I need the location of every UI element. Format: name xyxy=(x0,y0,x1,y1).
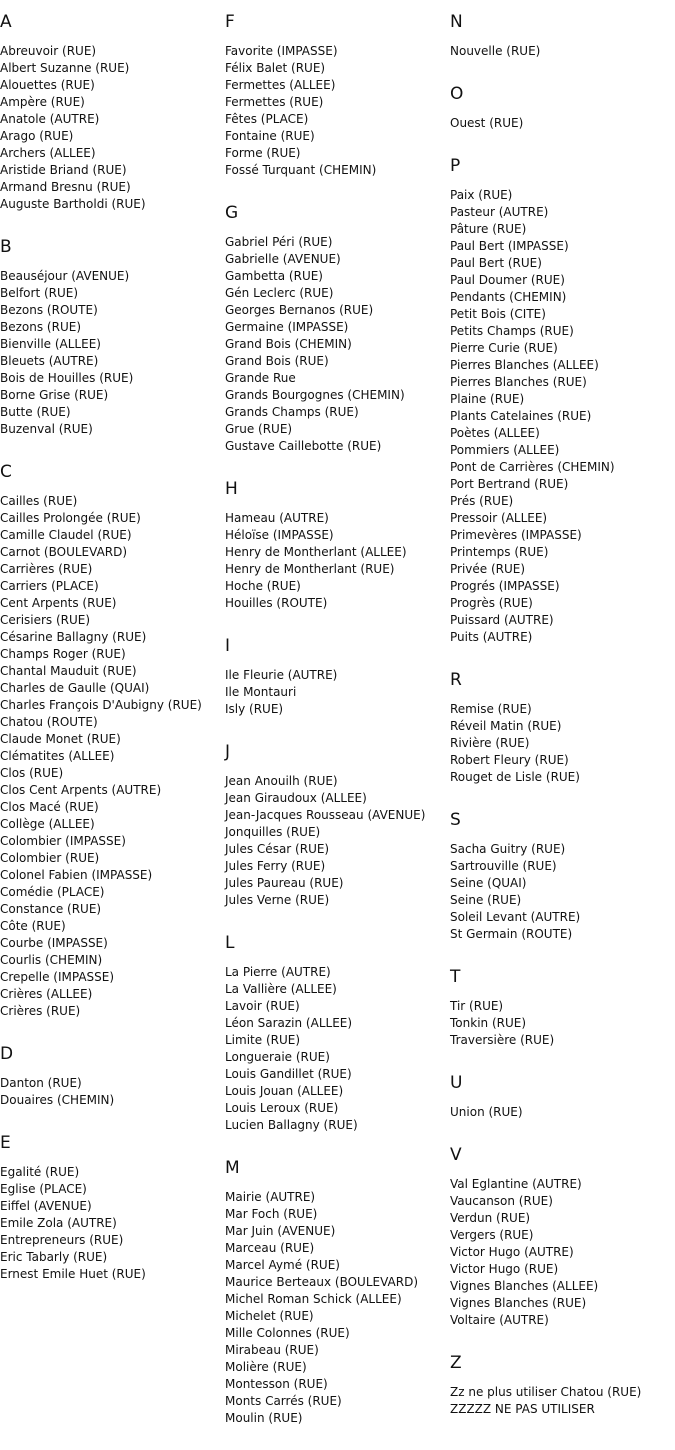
street-link[interactable]: Bienville (ALLEE) xyxy=(0,337,101,351)
street-link[interactable]: Chatou (ROUTE) xyxy=(0,715,98,729)
street-link[interactable]: Grands Champs (RUE) xyxy=(225,405,359,419)
street-link[interactable]: Butte (RUE) xyxy=(0,405,71,419)
street-link[interactable]: Anatole (AUTRE) xyxy=(0,112,100,126)
letter-section-b xyxy=(0,236,225,438)
street-link[interactable]: Primevères (IMPASSE) xyxy=(450,528,582,542)
street-link[interactable]: Courbe (IMPASSE) xyxy=(0,936,108,950)
street-link[interactable]: Aristide Briand (RUE) xyxy=(0,163,127,177)
street-link[interactable]: Pommiers (ALLEE) xyxy=(450,443,560,457)
street-link[interactable]: Jean Giraudoux (ALLEE) xyxy=(225,791,367,805)
street-link[interactable]: Seine (RUE) xyxy=(450,893,522,907)
section-letter-heading: N xyxy=(450,12,463,32)
street-link[interactable]: Monts Carrés (RUE) xyxy=(225,1394,342,1408)
street-link[interactable]: Félix Balet (RUE) xyxy=(225,61,326,75)
street-link[interactable]: Gambetta (RUE) xyxy=(225,269,323,283)
street-link[interactable]: Petits Champs (RUE) xyxy=(450,324,574,338)
street-link[interactable]: Traversière (RUE) xyxy=(450,1033,555,1047)
street-link[interactable]: Longueraie (RUE) xyxy=(225,1050,330,1064)
street-link[interactable]: Isly (RUE) xyxy=(225,702,284,716)
street-link[interactable]: Pont de Carrières (CHEMIN) xyxy=(450,460,615,474)
street-link[interactable]: Union (RUE) xyxy=(450,1105,523,1119)
letter-section-a xyxy=(0,11,225,213)
street-link[interactable]: Marceau (RUE) xyxy=(225,1241,315,1255)
street-link[interactable]: Cailles (RUE) xyxy=(0,494,78,508)
street-link[interactable]: Soleil Levant (AUTRE) xyxy=(450,910,581,924)
street-link[interactable]: Mirabeau (RUE) xyxy=(225,1343,319,1357)
street-link[interactable]: Georges Bernanos (RUE) xyxy=(225,303,374,317)
section-letter-heading: I xyxy=(225,636,231,656)
street-link[interactable]: Vignes Blanches (ALLEE) xyxy=(450,1279,599,1293)
letter-section-p xyxy=(450,155,675,646)
street-link[interactable]: Buzenval (RUE) xyxy=(0,422,93,436)
street-link[interactable]: Vergers (RUE) xyxy=(450,1228,534,1242)
street-link[interactable]: Tonkin (RUE) xyxy=(450,1016,527,1030)
street-link[interactable]: Emile Zola (AUTRE) xyxy=(0,1216,117,1230)
street-link[interactable]: Jules César (RUE) xyxy=(225,842,330,856)
street-link[interactable]: Printemps (RUE) xyxy=(450,545,549,559)
street-link[interactable]: Verdun (RUE) xyxy=(450,1211,531,1225)
section-letter-heading: T xyxy=(450,967,461,987)
street-link[interactable]: Egalité (RUE) xyxy=(0,1165,80,1179)
street-link[interactable]: Comédie (PLACE) xyxy=(0,885,105,899)
letter-section-h xyxy=(225,478,450,612)
street-link[interactable]: Alouettes (RUE) xyxy=(0,78,95,92)
street-link[interactable]: Pierres Blanches (ALLEE) xyxy=(450,358,599,372)
street-link[interactable]: Paul Bert (IMPASSE) xyxy=(450,239,569,253)
street-link[interactable]: Carrières (RUE) xyxy=(0,562,93,576)
street-link[interactable]: Cent Arpents (RUE) xyxy=(0,596,117,610)
street-link[interactable]: Houilles (ROUTE) xyxy=(225,596,328,610)
street-link[interactable]: Maurice Berteaux (BOULEVARD) xyxy=(225,1275,418,1289)
street-link[interactable]: Bleuets (AUTRE) xyxy=(0,354,99,368)
section-letter-heading: Z xyxy=(450,1353,462,1373)
street-link[interactable]: Jules Verne (RUE) xyxy=(225,893,330,907)
street-link[interactable]: Prés (RUE) xyxy=(450,494,514,508)
section-letter-heading: D xyxy=(0,1044,14,1064)
street-link[interactable]: Progrès (RUE) xyxy=(450,596,533,610)
street-link[interactable]: Jules Paureau (RUE) xyxy=(225,876,344,890)
letter-section-l xyxy=(225,932,450,1134)
street-link[interactable]: Charles de Gaulle (QUAI) xyxy=(0,681,150,695)
street-column-2 xyxy=(225,11,450,1450)
street-link[interactable]: Montesson (RUE) xyxy=(225,1377,328,1391)
street-link[interactable]: Archers (ALLEE) xyxy=(0,146,96,160)
street-link[interactable]: Fontaine (RUE) xyxy=(225,129,315,143)
street-column-1 xyxy=(0,11,225,1306)
street-link[interactable]: Ile Fleurie (AUTRE) xyxy=(225,668,338,682)
street-link[interactable]: Mar Foch (RUE) xyxy=(225,1207,318,1221)
street-link[interactable]: Henry de Montherlant (RUE) xyxy=(225,562,395,576)
street-link[interactable]: Voltaire (AUTRE) xyxy=(450,1313,549,1327)
street-link[interactable]: Danton (RUE) xyxy=(0,1076,82,1090)
street-link[interactable]: Sartrouville (RUE) xyxy=(450,859,557,873)
street-link[interactable]: Fermettes (ALLEE) xyxy=(225,78,336,92)
street-link[interactable]: Michel Roman Schick (ALLEE) xyxy=(225,1292,402,1306)
street-link[interactable]: Courlis (CHEMIN) xyxy=(0,953,103,967)
street-link[interactable]: Victor Hugo (RUE) xyxy=(450,1262,559,1276)
street-link[interactable]: Paix (RUE) xyxy=(450,188,513,202)
section-letter-heading: H xyxy=(225,479,238,499)
street-link[interactable]: Crepelle (IMPASSE) xyxy=(0,970,115,984)
street-link[interactable]: Grand Bois (RUE) xyxy=(225,354,329,368)
street-link[interactable]: Claude Monet (RUE) xyxy=(0,732,121,746)
section-letter-heading: R xyxy=(450,670,462,690)
street-link[interactable]: Belfort (RUE) xyxy=(0,286,79,300)
street-link[interactable]: Plants Catelaines (RUE) xyxy=(450,409,592,423)
street-link[interactable]: Fossé Turquant (CHEMIN) xyxy=(225,163,377,177)
street-link[interactable]: Seine (QUAI) xyxy=(450,876,527,890)
street-link[interactable]: Vignes Blanches (RUE) xyxy=(450,1296,587,1310)
street-link[interactable]: Port Bertrand (RUE) xyxy=(450,477,569,491)
letter-section-g xyxy=(225,202,450,455)
street-link[interactable]: Lavoir (RUE) xyxy=(225,999,300,1013)
street-link[interactable]: Nouvelle (RUE) xyxy=(450,44,541,58)
letter-section-c xyxy=(0,461,225,1020)
street-link[interactable]: Gén Leclerc (RUE) xyxy=(225,286,334,300)
street-link[interactable]: Marcel Aymé (RUE) xyxy=(225,1258,340,1272)
street-link[interactable]: Colombier (RUE) xyxy=(0,851,100,865)
street-link[interactable]: Champs Roger (RUE) xyxy=(0,647,126,661)
street-link[interactable]: ZZZZZ NE PAS UTILISER xyxy=(450,1402,595,1416)
street-link[interactable]: Ernest Emile Huet (RUE) xyxy=(0,1267,146,1281)
street-link[interactable]: Mairie (AUTRE) xyxy=(225,1190,316,1204)
street-link[interactable]: Léon Sarazin (ALLEE) xyxy=(225,1016,353,1030)
street-link[interactable]: Auguste Bartholdi (RUE) xyxy=(0,197,146,211)
street-link[interactable]: Plaine (RUE) xyxy=(450,392,525,406)
street-link[interactable]: Jonquilles (RUE) xyxy=(225,825,321,839)
street-link[interactable]: Chantal Mauduit (RUE) xyxy=(0,664,137,678)
section-letter-heading: B xyxy=(0,237,12,257)
street-link[interactable]: Fêtes (PLACE) xyxy=(225,112,309,126)
street-link[interactable]: Jean-Jacques Rousseau (AVENUE) xyxy=(225,808,426,822)
street-link[interactable]: Eric Tabarly (RUE) xyxy=(0,1250,108,1264)
street-link[interactable]: Moulin (RUE) xyxy=(225,1411,303,1425)
street-link[interactable]: Puissard (AUTRE) xyxy=(450,613,554,627)
street-link[interactable]: Val Eglantine (AUTRE) xyxy=(450,1177,582,1191)
street-link[interactable]: Albert Suzanne (RUE) xyxy=(0,61,130,75)
letter-section-r xyxy=(450,669,675,786)
street-link[interactable]: Carriers (PLACE) xyxy=(0,579,99,593)
street-link[interactable]: Robert Fleury (RUE) xyxy=(450,753,569,767)
street-link[interactable]: Pierre Curie (RUE) xyxy=(450,341,558,355)
street-link[interactable]: Héloïse (IMPASSE) xyxy=(225,528,334,542)
letter-section-i xyxy=(225,635,450,718)
street-link[interactable]: Mar Juin (AVENUE) xyxy=(225,1224,336,1238)
street-link[interactable]: Lucien Ballagny (RUE) xyxy=(225,1118,358,1132)
street-link[interactable]: Charles François D'Aubigny (RUE) xyxy=(0,698,202,712)
street-link[interactable]: Colonel Fabien (IMPASSE) xyxy=(0,868,153,882)
section-letter-heading: G xyxy=(225,203,239,223)
section-letter-heading: A xyxy=(0,12,12,32)
street-link[interactable]: Abreuvoir (RUE) xyxy=(0,44,97,58)
street-link[interactable]: Gabriel Péri (RUE) xyxy=(225,235,333,249)
street-link[interactable]: Jean Anouilh (RUE) xyxy=(225,774,338,788)
letter-section-s xyxy=(450,809,675,943)
street-link[interactable]: Clos Cent Arpents (AUTRE) xyxy=(0,783,162,797)
street-link[interactable]: Cailles Prolongée (RUE) xyxy=(0,511,141,525)
street-link[interactable]: Camille Claudel (RUE) xyxy=(0,528,132,542)
street-link[interactable]: Rouget de Lisle (RUE) xyxy=(450,770,580,784)
section-letter-heading: V xyxy=(450,1145,462,1165)
section-letter-heading: L xyxy=(225,933,235,953)
street-link[interactable]: Grands Bourgognes (CHEMIN) xyxy=(225,388,405,402)
street-link[interactable]: Henry de Montherlant (ALLEE) xyxy=(225,545,407,559)
street-link[interactable]: Gabrielle (AVENUE) xyxy=(225,252,341,266)
street-link[interactable]: Collège (ALLEE) xyxy=(0,817,95,831)
section-letter-heading: E xyxy=(0,1133,11,1153)
letter-section-o xyxy=(450,83,675,132)
street-link[interactable]: Bois de Houilles (RUE) xyxy=(0,371,134,385)
street-link[interactable]: Poètes (ALLEE) xyxy=(450,426,540,440)
street-link[interactable]: Borne Grise (RUE) xyxy=(0,388,109,402)
street-link[interactable]: Hameau (AUTRE) xyxy=(225,511,329,525)
street-link[interactable]: Ouest (RUE) xyxy=(450,116,524,130)
street-link[interactable]: La Pierre (AUTRE) xyxy=(225,965,331,979)
street-link[interactable]: Ampère (RUE) xyxy=(0,95,85,109)
street-link[interactable]: Progrés (IMPASSE) xyxy=(450,579,560,593)
section-letter-heading: C xyxy=(0,462,12,482)
street-link[interactable]: St Germain (ROUTE) xyxy=(450,927,573,941)
street-link[interactable]: Eglise (PLACE) xyxy=(0,1182,87,1196)
street-link[interactable]: Arago (RUE) xyxy=(0,129,74,143)
street-link[interactable]: Clos (RUE) xyxy=(0,766,64,780)
street-link[interactable]: Tir (RUE) xyxy=(450,999,504,1013)
street-link[interactable]: Hoche (RUE) xyxy=(225,579,301,593)
street-link[interactable]: Douaires (CHEMIN) xyxy=(0,1093,115,1107)
letter-section-f xyxy=(225,11,450,179)
letter-section-t xyxy=(450,966,675,1049)
street-link[interactable]: Molière (RUE) xyxy=(225,1360,307,1374)
street-link[interactable]: Louis Leroux (RUE) xyxy=(225,1101,339,1115)
street-link[interactable]: Grande Rue xyxy=(225,371,296,385)
section-letter-heading: M xyxy=(225,1158,240,1178)
section-letter-heading: U xyxy=(450,1073,463,1093)
street-link[interactable]: Carnot (BOULEVARD) xyxy=(0,545,128,559)
street-link[interactable]: Bezons (ROUTE) xyxy=(0,303,98,317)
section-letter-heading: S xyxy=(450,810,461,830)
street-link[interactable]: La Vallière (ALLEE) xyxy=(225,982,337,996)
letter-section-e xyxy=(0,1132,225,1283)
letter-section-u xyxy=(450,1072,675,1121)
street-link[interactable]: Clos Macé (RUE) xyxy=(0,800,99,814)
street-link[interactable]: Victor Hugo (AUTRE) xyxy=(450,1245,574,1259)
street-link[interactable]: Armand Bresnu (RUE) xyxy=(0,180,131,194)
street-link[interactable]: Césarine Ballagny (RUE) xyxy=(0,630,147,644)
section-letter-heading: J xyxy=(225,742,231,762)
street-link[interactable]: Constance (RUE) xyxy=(0,902,102,916)
street-link[interactable]: Eiffel (AVENUE) xyxy=(0,1199,92,1213)
street-link[interactable]: Zz ne plus utiliser Chatou (RUE) xyxy=(450,1385,642,1399)
section-letter-heading: O xyxy=(450,84,464,104)
letter-section-m xyxy=(225,1157,450,1427)
street-link[interactable]: Fermettes (RUE) xyxy=(225,95,324,109)
street-link[interactable]: Colombier (IMPASSE) xyxy=(0,834,126,848)
street-link[interactable]: Jules Ferry (RUE) xyxy=(225,859,326,873)
letter-section-v xyxy=(450,1144,675,1329)
street-link[interactable]: Cerisiers (RUE) xyxy=(0,613,91,627)
street-link[interactable]: Pierres Blanches (RUE) xyxy=(450,375,587,389)
street-link[interactable]: Gustave Caillebotte (RUE) xyxy=(225,439,382,453)
street-link[interactable]: Mille Colonnes (RUE) xyxy=(225,1326,350,1340)
street-link[interactable]: Crières (RUE) xyxy=(0,1004,81,1018)
street-link[interactable]: Petit Bois (CITE) xyxy=(450,307,546,321)
street-link[interactable]: Crières (ALLEE) xyxy=(0,987,93,1001)
street-link[interactable]: Germaine (IMPASSE) xyxy=(225,320,349,334)
street-link[interactable]: Rivière (RUE) xyxy=(450,736,530,750)
street-link[interactable]: Pressoir (ALLEE) xyxy=(450,511,548,525)
street-link[interactable]: Réveil Matin (RUE) xyxy=(450,719,562,733)
street-link[interactable]: Remise (RUE) xyxy=(450,702,532,716)
section-letter-heading: P xyxy=(450,156,461,176)
street-link[interactable]: Entrepreneurs (RUE) xyxy=(0,1233,124,1247)
street-link[interactable]: Grue (RUE) xyxy=(225,422,293,436)
street-link[interactable]: Sacha Guitry (RUE) xyxy=(450,842,566,856)
street-link[interactable]: Favorite (IMPASSE) xyxy=(225,44,338,58)
letter-section-n xyxy=(450,11,675,60)
street-link[interactable]: Bezons (RUE) xyxy=(0,320,81,334)
street-link[interactable]: Côte (RUE) xyxy=(0,919,66,933)
street-link[interactable]: Grand Bois (CHEMIN) xyxy=(225,337,352,351)
street-link[interactable]: Pendants (CHEMIN) xyxy=(450,290,567,304)
street-link[interactable]: Louis Jouan (ALLEE) xyxy=(225,1084,344,1098)
street-link[interactable]: Paul Bert (RUE) xyxy=(450,256,542,270)
letter-section-z xyxy=(450,1352,675,1418)
section-letter-heading: F xyxy=(225,12,235,32)
street-link[interactable]: Michelet (RUE) xyxy=(225,1309,314,1323)
street-link[interactable]: Louis Gandillet (RUE) xyxy=(225,1067,352,1081)
letter-section-d xyxy=(0,1043,225,1109)
street-link[interactable]: Vaucanson (RUE) xyxy=(450,1194,553,1208)
street-link[interactable]: Paul Doumer (RUE) xyxy=(450,273,565,287)
street-link[interactable]: Forme (RUE) xyxy=(225,146,301,160)
letter-section-j xyxy=(225,741,450,909)
street-link[interactable]: Pâture (RUE) xyxy=(450,222,527,236)
street-link[interactable]: Puits (AUTRE) xyxy=(450,630,533,644)
street-link[interactable]: Clématites (ALLEE) xyxy=(0,749,115,763)
street-link[interactable]: Limite (RUE) xyxy=(225,1033,301,1047)
street-link[interactable]: Pasteur (AUTRE) xyxy=(450,205,549,219)
street-link[interactable]: Privée (RUE) xyxy=(450,562,526,576)
street-column-3 xyxy=(450,11,675,1441)
street-link[interactable]: Beauséjour (AVENUE) xyxy=(0,269,130,283)
street-link[interactable]: Ile Montauri xyxy=(225,685,297,699)
